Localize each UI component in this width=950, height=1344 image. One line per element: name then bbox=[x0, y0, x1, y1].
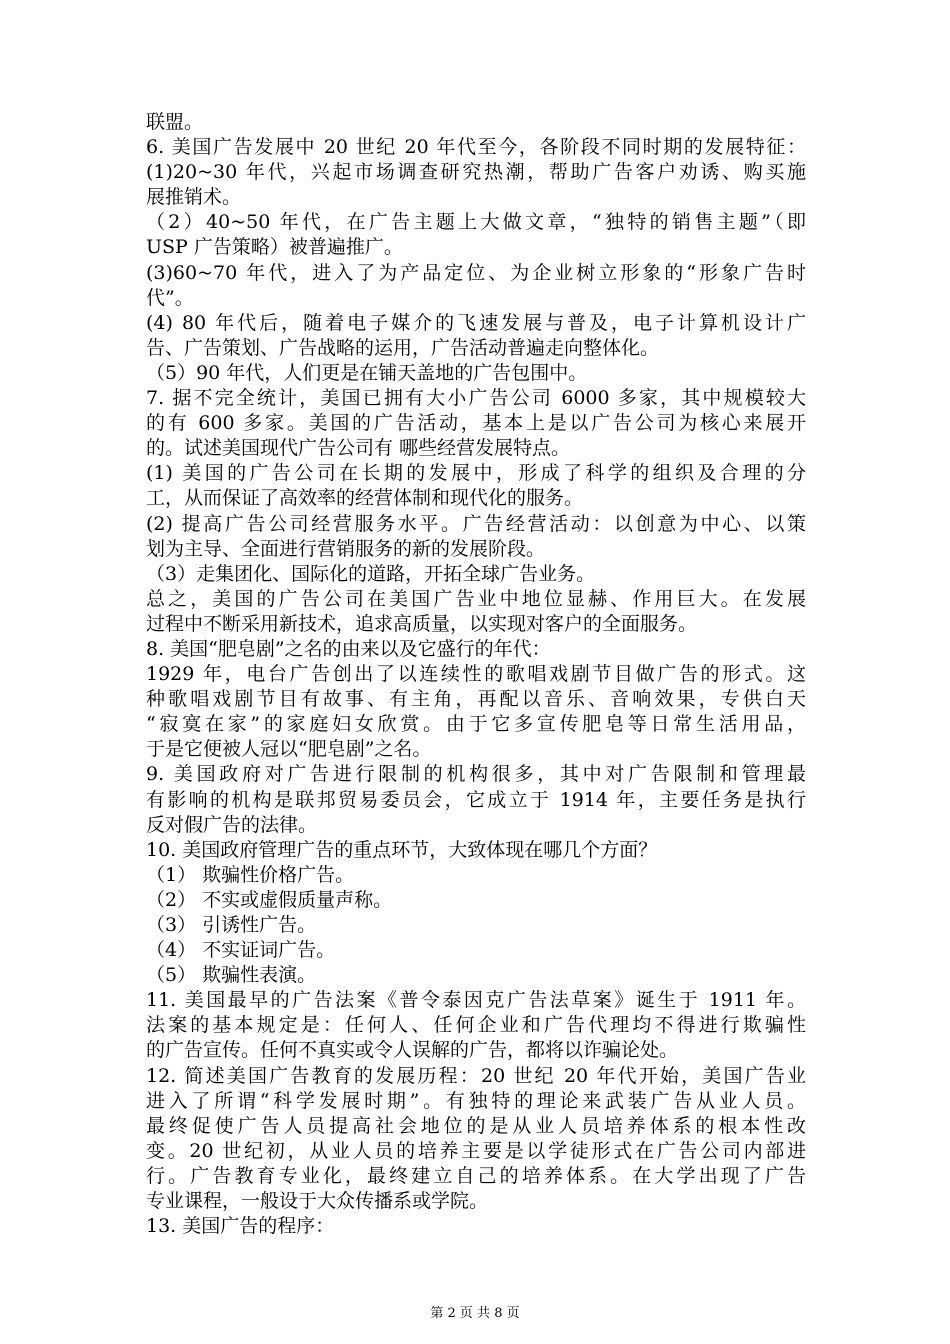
text-line: 进入了所谓“科学发展时期”。有独特的理论来武装广告从业人员。 bbox=[146, 1089, 806, 1112]
text-line: 有影响的机构是联邦贸易委员会，它成立于 1914 年，主要任务是执行 bbox=[146, 788, 806, 811]
text-line: 变。20 世纪初，从业人员的培养主要是以学徒形式在广告公司内部进 bbox=[146, 1139, 806, 1162]
text-line: 展推销术。 bbox=[146, 186, 242, 209]
text-line: 行。广告教育专业化，最终建立自己的培养体系。在大学出现了广告 bbox=[146, 1164, 806, 1187]
text-line: (3)60~70 年代，进入了为产品定位、为企业树立形象的“形象广告时 bbox=[146, 261, 806, 284]
text-line: “寂寞在家”的家庭妇女欣赏。由于它多宣传肥皂等日常生活用品， bbox=[146, 713, 806, 736]
text-line: 总之，美国的广告公司在美国广告业中地位显赫、作用巨大。在发展 bbox=[146, 587, 806, 610]
text-line: （2）40~50 年代，在广告主题上大做文章，“独特的销售主题”（即 bbox=[146, 211, 806, 234]
text-line: 9. 美国政府对广告进行限制的机构很多，其中对广告限制和管理最 bbox=[146, 763, 806, 786]
text-line: 工，从而保证了高效率的经营体制和现代化的服务。 bbox=[146, 487, 584, 510]
text-line: （2） 不实或虚假质量声称。 bbox=[146, 888, 393, 911]
page-footer: 第 2 页 共 8 页 bbox=[430, 1306, 520, 1321]
text-line: 反对假广告的法律。 bbox=[146, 813, 318, 836]
text-line: (2) 提高广告公司经营服务水平。广告经营活动：以创意为中心、以策 bbox=[146, 512, 806, 535]
text-line: 告、广告策划、广告战略的运用，广告活动普遍走向整体化。 bbox=[146, 336, 660, 359]
text-line: 6. 美国广告发展中 20 世纪 20 年代至今，各阶段不同时期的发展特征： bbox=[146, 136, 806, 159]
text-line: 划为主导、全面进行营销服务的新的发展阶段。 bbox=[146, 537, 546, 560]
text-line: 7. 据不完全统计，美国已拥有大小广告公司 6000 多家，其中规模较大 bbox=[146, 387, 806, 410]
text-line: USP 广告策略）被普遍推广。 bbox=[146, 236, 403, 259]
text-line: （5）90 年代，人们更是在铺天盖地的广告包围中。 bbox=[146, 361, 588, 384]
text-line: (1)20~30 年代，兴起市场调查研究热潮，帮助广告客户劝诱、购买施 bbox=[146, 161, 806, 184]
text-line: 10. 美国政府管理广告的重点环节，大致体现在哪几个方面？ bbox=[146, 838, 658, 861]
text-line: 13. 美国广告的程序： bbox=[146, 1215, 335, 1238]
text-line: (1) 美国的广告公司在长期的发展中，形成了科学的组织及合理的分 bbox=[146, 462, 806, 485]
text-line: 的。试述美国现代广告公司有 哪些经营发展特点。 bbox=[146, 437, 571, 460]
text-line: 的广告宣传。任何不真实或令人误解的广告，都将以诈骗论处。 bbox=[146, 1039, 679, 1062]
text-line: 最终促使广告人员提高社会地位的是从业人员培养体系的根本性改 bbox=[146, 1114, 806, 1137]
text-line: 8. 美国“肥皂剧”之名的由来以及它盛行的年代： bbox=[146, 637, 551, 660]
text-line: 种歌唱戏剧节目有故事、有主角，再配以音乐、音响效果，专供白天 bbox=[146, 688, 806, 711]
text-line: 代”。 bbox=[146, 286, 194, 309]
text-line: （3）走集团化、国际化的道路，开拓全球广告业务。 bbox=[146, 562, 596, 585]
text-line: 12. 简述美国广告教育的发展历程：20 世纪 20 年代开始，美国广告业 bbox=[146, 1064, 806, 1087]
text-line: 联盟。 bbox=[146, 111, 204, 133]
text-line: 1929 年，电台广告创出了以连续性的歌唱戏剧节目做广告的形式。这 bbox=[146, 663, 806, 686]
text-line: 法案的基本规定是：任何人、任何企业和广告代理均不得进行欺骗性 bbox=[146, 1014, 806, 1037]
text-line: （4） 不实证词广告。 bbox=[146, 939, 336, 962]
text-line: 专业课程，一般设于大众传播系或学院。 bbox=[146, 1190, 489, 1213]
text-line: （5） 欺骗性表演。 bbox=[146, 964, 317, 987]
text-line: 过程中不断采用新技术，追求高质量，以实现对客户的全面服务。 bbox=[146, 612, 698, 635]
text-line: (4) 80 年代后，随着电子媒介的飞速发展与普及，电子计算机设计广 bbox=[146, 311, 806, 334]
text-line: 的有 600 多家。美国的广告活动，基本上是以广告公司为核心来展开 bbox=[146, 412, 806, 435]
text-line: （3） 引诱性广告。 bbox=[146, 914, 317, 936]
text-line: 于是它便被人冠以“肥皂剧”之名。 bbox=[146, 738, 432, 761]
document-body bbox=[146, 110, 806, 1239]
text-line: 11. 美国最早的广告法案《普令泰因克广告法草案》诞生于 1911 年。 bbox=[146, 989, 806, 1012]
text-line: （1） 欺骗性价格广告。 bbox=[146, 863, 355, 886]
